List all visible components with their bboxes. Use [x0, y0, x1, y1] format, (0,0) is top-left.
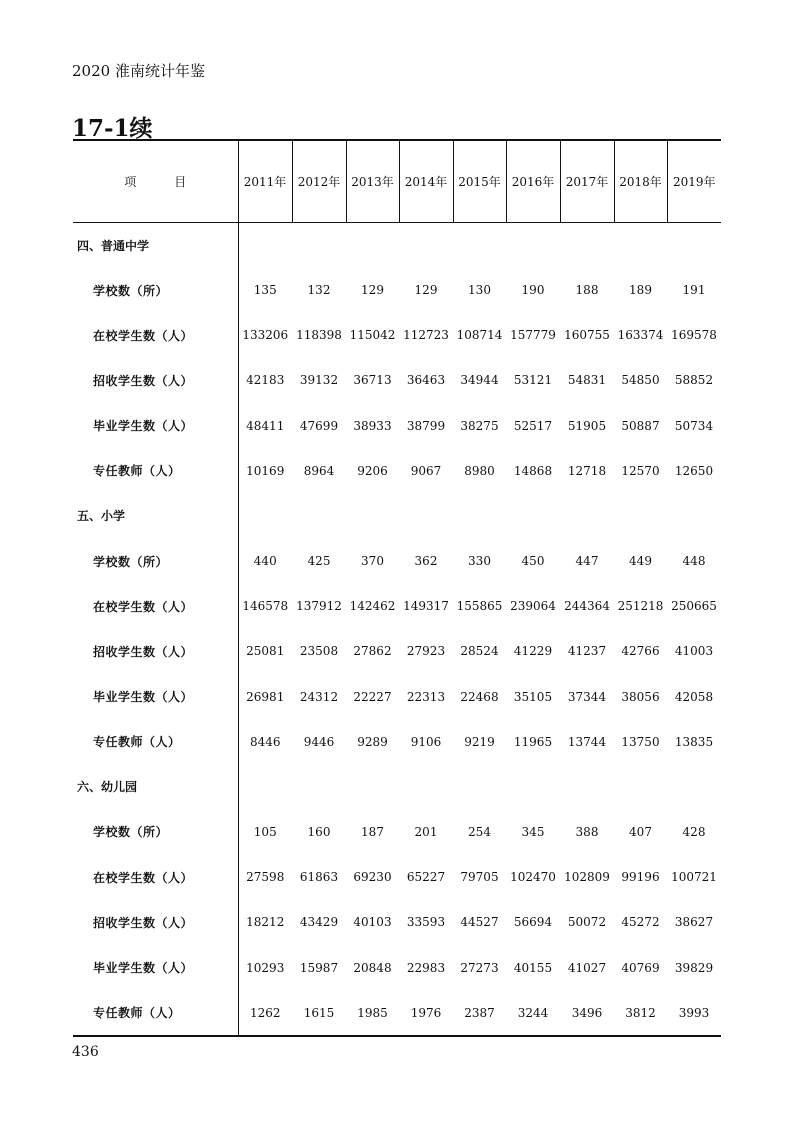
value-cell: 450 — [521, 554, 545, 569]
value-cell: 9106 — [410, 734, 442, 749]
value-cell: 99196 — [621, 870, 660, 885]
value-cell: 9219 — [464, 734, 495, 749]
empty-cell — [346, 764, 399, 809]
value-cell: 1262 — [238, 990, 292, 1036]
value-cell: 129 — [361, 283, 384, 298]
value-cell: 425 — [307, 554, 331, 569]
value-cell: 108714 — [456, 328, 503, 343]
value-cell: 149317 — [403, 599, 449, 614]
value-cell: 189 — [629, 283, 652, 298]
empty-cell — [292, 764, 346, 809]
value-cell: 163374 — [617, 328, 664, 343]
year-column-header: 2013年 — [346, 140, 399, 222]
value-cell: 42183 — [246, 373, 285, 388]
empty-cell — [667, 764, 721, 809]
value-cell: 345 — [521, 824, 545, 839]
value-cell: 22313 — [406, 689, 446, 704]
value-cell: 157779 — [510, 328, 556, 343]
row-label: 在校学生数（人） — [73, 313, 238, 358]
value-cell: 27923 — [406, 644, 446, 659]
value-cell: 188 — [575, 283, 599, 298]
value-cell: 362 — [414, 554, 438, 569]
year-column-header: 2011年 — [238, 140, 292, 222]
table-row — [73, 674, 721, 719]
table-body — [73, 222, 721, 1036]
table-row — [73, 990, 721, 1036]
value-cell: 14868 — [513, 463, 553, 478]
year-column-header: 2019年 — [667, 140, 721, 222]
value-cell: 40155 — [513, 960, 553, 975]
empty-cell — [346, 222, 399, 268]
row-label: 在校学生数（人） — [73, 855, 238, 900]
table-row — [73, 538, 721, 583]
empty-cell — [506, 222, 560, 268]
value-cell: 53121 — [513, 373, 553, 388]
row-label: 专任教师（人） — [73, 448, 238, 493]
value-cell: 115042 — [349, 328, 396, 343]
value-cell: 37344 — [567, 689, 607, 704]
value-cell: 38056 — [621, 689, 660, 704]
value-cell: 187 — [361, 824, 384, 839]
section-title: 六、幼儿园 — [73, 764, 238, 809]
empty-cell — [614, 764, 667, 809]
table-row — [73, 403, 721, 448]
value-cell: 58852 — [674, 373, 714, 388]
value-cell: 191 — [682, 283, 706, 298]
value-cell: 9067 — [410, 463, 442, 478]
value-cell: 22983 — [406, 960, 446, 975]
row-label: 专任教师（人） — [73, 990, 238, 1036]
value-cell: 65227 — [406, 870, 446, 885]
value-cell: 61863 — [299, 870, 339, 885]
empty-cell — [506, 493, 560, 538]
table-row — [73, 448, 721, 493]
value-cell: 15987 — [299, 960, 339, 975]
value-cell: 27598 — [246, 870, 285, 885]
value-cell: 47699 — [299, 418, 339, 433]
empty-cell — [399, 222, 453, 268]
table-row — [73, 629, 721, 674]
empty-cell — [238, 493, 292, 538]
value-cell: 25081 — [246, 644, 285, 659]
year-column-header: 2014年 — [399, 140, 453, 222]
value-cell: 129 — [414, 283, 438, 298]
value-cell: 50072 — [567, 915, 607, 930]
row-label: 专任教师（人） — [73, 719, 238, 764]
row-label: 在校学生数（人） — [73, 584, 238, 629]
value-cell: 160 — [307, 824, 331, 839]
empty-cell — [560, 764, 614, 809]
value-cell: 330 — [468, 554, 491, 569]
table-row — [73, 809, 721, 854]
empty-cell — [453, 493, 506, 538]
value-cell: 2387 — [453, 990, 506, 1036]
table-header-row — [73, 140, 721, 222]
value-cell: 10169 — [246, 463, 285, 478]
empty-cell — [292, 493, 346, 538]
value-cell: 38275 — [460, 418, 499, 433]
empty-cell — [453, 222, 506, 268]
value-cell: 23508 — [299, 644, 339, 659]
value-cell: 18212 — [246, 915, 285, 930]
value-cell: 36713 — [353, 373, 392, 388]
row-label: 毕业学生数（人） — [73, 403, 238, 448]
item-header-char: 项 — [124, 174, 137, 189]
value-cell: 254 — [468, 824, 491, 839]
empty-cell — [667, 222, 721, 268]
value-cell: 54850 — [621, 373, 660, 388]
value-cell: 9289 — [357, 734, 388, 749]
value-cell: 428 — [682, 824, 706, 839]
value-cell: 142462 — [349, 599, 396, 614]
value-cell: 39829 — [674, 960, 714, 975]
value-cell: 160755 — [564, 328, 610, 343]
value-cell: 54831 — [567, 373, 607, 388]
value-cell: 105 — [253, 824, 277, 839]
value-cell: 9446 — [303, 734, 335, 749]
value-cell: 3993 — [667, 990, 721, 1036]
value-cell: 146578 — [242, 599, 289, 614]
empty-cell — [560, 493, 614, 538]
year-column-header: 2017年 — [560, 140, 614, 222]
value-cell: 8964 — [303, 463, 335, 478]
item-column-header — [73, 140, 238, 222]
row-label: 招收学生数（人） — [73, 629, 238, 674]
value-cell: 36463 — [406, 373, 446, 388]
year-column-header: 2018年 — [614, 140, 667, 222]
value-cell: 8980 — [464, 463, 495, 478]
value-cell: 12718 — [567, 463, 607, 478]
table-row — [73, 945, 721, 990]
value-cell: 1976 — [399, 990, 453, 1036]
value-cell: 38799 — [406, 418, 446, 433]
empty-cell — [506, 764, 560, 809]
value-cell: 447 — [575, 554, 599, 569]
value-cell: 12650 — [674, 463, 714, 478]
value-cell: 48411 — [246, 418, 285, 433]
year-column-header: 2016年 — [506, 140, 560, 222]
empty-cell — [614, 493, 667, 538]
value-cell: 388 — [575, 824, 599, 839]
value-cell: 50734 — [674, 418, 714, 433]
empty-cell — [399, 764, 453, 809]
value-cell: 35105 — [513, 689, 553, 704]
table-row — [73, 268, 721, 313]
value-cell: 449 — [629, 554, 652, 569]
empty-cell — [238, 764, 292, 809]
empty-cell — [667, 493, 721, 538]
value-cell: 3496 — [560, 990, 614, 1036]
value-cell: 28524 — [460, 644, 499, 659]
value-cell: 137912 — [296, 599, 342, 614]
value-cell: 42058 — [674, 689, 714, 704]
value-cell: 40103 — [353, 915, 392, 930]
value-cell: 43429 — [299, 915, 339, 930]
value-cell: 100721 — [671, 870, 717, 885]
empty-cell — [453, 764, 506, 809]
value-cell: 440 — [253, 554, 277, 569]
section-header-row — [73, 222, 721, 268]
value-cell: 190 — [521, 283, 545, 298]
value-cell: 41229 — [513, 644, 553, 659]
value-cell: 239064 — [510, 599, 556, 614]
value-cell: 135 — [253, 283, 277, 298]
value-cell: 42766 — [621, 644, 660, 659]
empty-cell — [292, 222, 346, 268]
table-row — [73, 719, 721, 764]
value-cell: 448 — [682, 554, 706, 569]
value-cell: 45272 — [621, 915, 660, 930]
value-cell: 169578 — [671, 328, 717, 343]
value-cell: 3812 — [614, 990, 667, 1036]
table-row — [73, 313, 721, 358]
empty-cell — [614, 222, 667, 268]
empty-cell — [560, 222, 614, 268]
value-cell: 1985 — [346, 990, 399, 1036]
value-cell: 13744 — [567, 734, 607, 749]
row-label: 毕业学生数（人） — [73, 674, 238, 719]
table-row — [73, 584, 721, 629]
value-cell: 79705 — [460, 870, 499, 885]
value-cell: 69230 — [353, 870, 392, 885]
value-cell: 26981 — [246, 689, 285, 704]
value-cell: 9206 — [357, 463, 388, 478]
value-cell: 407 — [629, 824, 652, 839]
value-cell: 13835 — [674, 734, 714, 749]
value-cell: 41237 — [567, 644, 607, 659]
value-cell: 52517 — [513, 418, 553, 433]
value-cell: 244364 — [564, 599, 610, 614]
section-title: 四、普通中学 — [73, 222, 238, 268]
value-cell: 102809 — [564, 870, 610, 885]
value-cell: 10293 — [246, 960, 285, 975]
year-column-header: 2015年 — [453, 140, 506, 222]
value-cell: 118398 — [296, 328, 342, 343]
row-label: 学校数（所） — [73, 268, 238, 313]
table-row — [73, 855, 721, 900]
value-cell: 22227 — [353, 689, 392, 704]
row-label: 招收学生数（人） — [73, 900, 238, 945]
running-title: 2020 淮南统计年鉴 — [72, 62, 205, 80]
value-cell: 40769 — [621, 960, 660, 975]
value-cell: 41027 — [567, 960, 607, 975]
value-cell: 201 — [414, 824, 438, 839]
empty-cell — [399, 493, 453, 538]
value-cell: 251218 — [617, 599, 664, 614]
row-label: 招收学生数（人） — [73, 358, 238, 403]
section-header-row — [73, 493, 721, 538]
statistics-table — [73, 139, 721, 1037]
value-cell: 8446 — [249, 734, 281, 749]
table-row — [73, 900, 721, 945]
value-cell: 250665 — [671, 599, 717, 614]
value-cell: 27273 — [460, 960, 499, 975]
value-cell: 38627 — [674, 915, 714, 930]
row-label: 毕业学生数（人） — [73, 945, 238, 990]
value-cell: 130 — [468, 283, 491, 298]
value-cell: 11965 — [513, 734, 553, 749]
row-label: 学校数（所） — [73, 538, 238, 583]
value-cell: 27862 — [353, 644, 392, 659]
value-cell: 13750 — [621, 734, 660, 749]
value-cell: 102470 — [510, 870, 556, 885]
value-cell: 33593 — [406, 915, 446, 930]
value-cell: 44527 — [460, 915, 499, 930]
item-header-char: 目 — [174, 174, 187, 189]
value-cell: 50887 — [621, 418, 660, 433]
value-cell: 370 — [361, 554, 384, 569]
value-cell: 51905 — [567, 418, 607, 433]
page-number: 436 — [72, 1044, 99, 1060]
value-cell: 22468 — [460, 689, 499, 704]
value-cell: 20848 — [353, 960, 392, 975]
value-cell: 56694 — [513, 915, 553, 930]
value-cell: 39132 — [299, 373, 339, 388]
value-cell: 24312 — [299, 689, 339, 704]
year-column-header: 2012年 — [292, 140, 346, 222]
value-cell: 12570 — [621, 463, 660, 478]
value-cell: 34944 — [460, 373, 499, 388]
row-label: 学校数（所） — [73, 809, 238, 854]
value-cell: 3244 — [506, 990, 560, 1036]
value-cell: 38933 — [353, 418, 392, 433]
section-title: 五、小学 — [73, 493, 238, 538]
table-title: 17-1续 — [72, 115, 153, 142]
value-cell: 112723 — [403, 328, 449, 343]
section-header-row — [73, 764, 721, 809]
empty-cell — [238, 222, 292, 268]
table-row — [73, 358, 721, 403]
value-cell: 1615 — [292, 990, 346, 1036]
value-cell: 155865 — [456, 599, 503, 614]
value-cell: 133206 — [242, 328, 289, 343]
value-cell: 41003 — [674, 644, 714, 659]
value-cell: 132 — [307, 283, 331, 298]
empty-cell — [346, 493, 399, 538]
